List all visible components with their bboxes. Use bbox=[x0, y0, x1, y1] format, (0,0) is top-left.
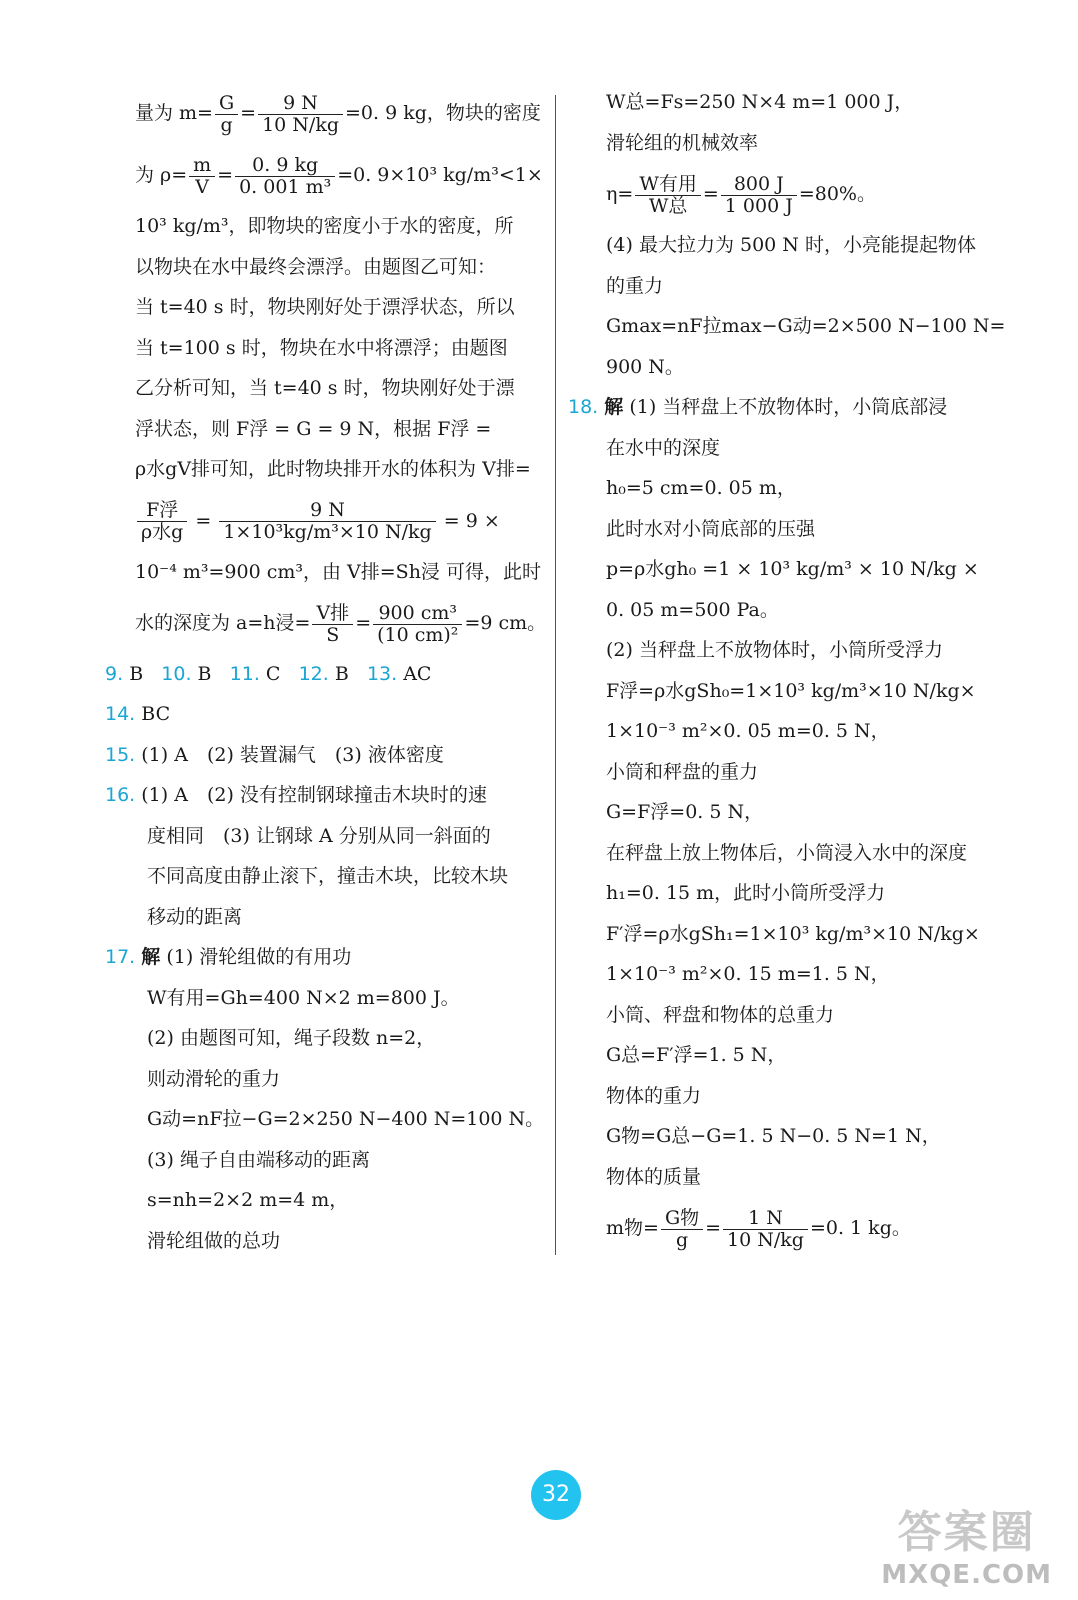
fraction bbox=[373, 603, 462, 646]
fraction bbox=[189, 155, 215, 198]
text-line: 物体的质量 bbox=[606, 1165, 702, 1188]
text-line: 在水中的深度 bbox=[606, 436, 721, 459]
text-line: 900 N。 bbox=[606, 355, 684, 378]
denominator: S bbox=[326, 623, 340, 646]
text-line: (3) 绳子自由端移动的距离 bbox=[147, 1148, 370, 1171]
left-column bbox=[105, 82, 547, 1261]
denominator: 10 N/kg bbox=[262, 113, 340, 136]
denominator: g bbox=[675, 1228, 689, 1251]
denominator: W总 bbox=[648, 194, 688, 217]
text-line: 浮状态，则 F浮 = G = 9 N，根据 F浮 = bbox=[135, 417, 492, 440]
question-number: 10. bbox=[161, 663, 192, 685]
text-line: (2) 由题图可知，绳子段数 n=2， bbox=[147, 1027, 436, 1049]
text-line: 小筒、秤盘和物体的总重力 bbox=[606, 1003, 835, 1026]
text-line: h₁=0. 15 m，此时小筒所受浮力 bbox=[606, 882, 886, 904]
answer: AC bbox=[403, 663, 432, 685]
text: =0. 1 kg。 bbox=[809, 1217, 911, 1239]
answer: (1) 滑轮组做的有用功 bbox=[166, 946, 352, 968]
numerator: W有用 bbox=[635, 174, 701, 196]
solution-label: 解 bbox=[604, 396, 624, 418]
text-line: h₀=5 cm=0. 05 m， bbox=[606, 477, 796, 499]
fraction bbox=[635, 174, 701, 217]
question-number: 16. bbox=[105, 784, 136, 806]
fraction bbox=[721, 174, 797, 217]
numerator: 1 N bbox=[723, 1208, 808, 1230]
answer: BC bbox=[141, 703, 171, 725]
text-line: 1×10⁻³ m²×0. 05 m=0. 5 N， bbox=[606, 720, 890, 742]
text-line: 此时水对小筒底部的压强 bbox=[606, 517, 816, 540]
text-line: 10³ kg/m³，即物块的密度小于水的密度，所 bbox=[135, 215, 514, 237]
text-line: G=F浮=0. 5 N， bbox=[606, 801, 764, 823]
multiple-choice-answers bbox=[105, 654, 547, 694]
answer: (1) A (2) 没有控制钢球撞击木块时的速 bbox=[141, 784, 487, 806]
denominator: 1 000 J bbox=[724, 194, 793, 217]
answer: (1) 当秤盘上不放物体时，小筒底部浸 bbox=[629, 396, 948, 418]
column-divider bbox=[555, 95, 556, 1255]
question-number: 13. bbox=[366, 663, 398, 685]
numerator: G bbox=[215, 93, 238, 115]
formula-line bbox=[135, 82, 547, 144]
numerator: 800 J bbox=[721, 174, 797, 196]
text-line: 当 t=100 s 时，物块在水中将漂浮；由题图 bbox=[135, 336, 508, 359]
text-line: 的重力 bbox=[606, 274, 664, 297]
text-line: F′浮=ρ水gSh₁=1×10³ kg/m³×10 N/kg× bbox=[606, 922, 980, 945]
text-line: 则动滑轮的重力 bbox=[147, 1067, 281, 1090]
text: =0. 9×10³ kg/m³<1× bbox=[337, 164, 543, 186]
text: =80%。 bbox=[798, 183, 876, 205]
question-number: 12. bbox=[298, 663, 329, 685]
page-number: 32 bbox=[542, 1482, 570, 1507]
formula-line: η= $\frac{\text{W有用}}{\text{W总}}$ = $\frac{800 J}{1 000 J}$ =80%。 bbox=[606, 172, 876, 217]
text-line: 乙分析可知，当 t=40 s 时，物块刚好处于漂 bbox=[135, 377, 515, 399]
text: 量为 m= bbox=[135, 102, 213, 124]
fraction bbox=[661, 1208, 703, 1251]
denominator: ρ水g bbox=[141, 521, 184, 543]
answer-18 bbox=[568, 387, 1010, 428]
text-line: (2) 当秤盘上不放物体时，小筒所受浮力 bbox=[606, 639, 943, 661]
formula-line: m物= $\frac{\text{G物}}{g}$ = $\frac{1 N}{10 N/kg}$ =0. 1 kg。 bbox=[606, 1206, 911, 1251]
fraction bbox=[219, 500, 435, 543]
text-line: 不同高度由静止滚下，撞击木块，比较木块 bbox=[147, 865, 509, 887]
denominator: 1×10³kg/m³×10 N/kg bbox=[223, 521, 432, 543]
text-line: 移动的距离 bbox=[147, 905, 243, 928]
answer: (1) A (2) 装置漏气 (3) 液体密度 bbox=[141, 743, 444, 766]
text-line: G物=G总−G=1. 5 N−0. 5 N=1 N， bbox=[606, 1125, 941, 1147]
question-number: 18. bbox=[568, 396, 599, 418]
answer: B bbox=[129, 663, 144, 685]
text: m物= bbox=[606, 1217, 659, 1239]
text-line: (4) 最大拉力为 500 N 时，小亮能提起物体 bbox=[606, 234, 976, 256]
watermark bbox=[881, 1496, 1052, 1590]
answer-15 bbox=[105, 735, 547, 776]
text-line: W总=Fs=250 N×4 m=1 000 J， bbox=[606, 91, 914, 113]
text: = bbox=[240, 102, 257, 124]
denominator: 10 N/kg bbox=[727, 1228, 804, 1251]
text: 为 ρ= bbox=[135, 164, 188, 186]
text-line: G总=F′浮=1. 5 N， bbox=[606, 1044, 787, 1066]
answer-14 bbox=[105, 694, 547, 735]
question-number: 11. bbox=[229, 663, 260, 685]
question-number: 9. bbox=[105, 663, 124, 685]
text: =9 cm。 bbox=[464, 612, 547, 634]
question-number: 15. bbox=[105, 743, 136, 766]
answer-16 bbox=[105, 775, 547, 816]
text-line: p=ρ水gh₀ =1 × 10³ kg/m³ × 10 N/kg × bbox=[606, 558, 979, 580]
denominator: 0. 001 m³ bbox=[239, 175, 332, 198]
numerator: V排 bbox=[312, 603, 353, 625]
numerator: 9 N bbox=[258, 93, 343, 115]
text-line: G动=nF拉−G=2×250 N−400 N=100 N。 bbox=[147, 1108, 545, 1130]
text: =0. 9 kg，物块的密度 bbox=[345, 102, 541, 124]
text-line: 在秤盘上放上物体后，小筒浸入水中的深度 bbox=[606, 841, 968, 864]
text-line: 物体的重力 bbox=[606, 1084, 702, 1107]
fraction bbox=[215, 93, 238, 136]
text-line: 小筒和秤盘的重力 bbox=[606, 760, 759, 783]
text-line: 以物块在水中最终会漂浮。由题图乙可知： bbox=[135, 255, 497, 278]
text-line: 0. 05 m=500 Pa。 bbox=[606, 598, 779, 621]
answer: B bbox=[197, 663, 212, 685]
text-line: s=nh=2×2 m=4 m， bbox=[147, 1189, 349, 1211]
solution-label: 解 bbox=[141, 946, 161, 968]
text: 水的深度为 a=h浸= bbox=[135, 612, 311, 634]
question-number: 14. bbox=[105, 703, 136, 725]
text-line: 当 t=40 s 时，物块刚好处于漂浮状态，所以 bbox=[135, 296, 515, 318]
numerator: m bbox=[189, 155, 215, 177]
text-line: 度相同 (3) 让钢球 A 分别从同一斜面的 bbox=[147, 824, 491, 847]
text-line: 滑轮组的机械效率 bbox=[606, 131, 759, 154]
answer: B bbox=[334, 663, 349, 685]
text-line: 滑轮组做的总功 bbox=[147, 1229, 281, 1252]
text-line: 10⁻⁴ m³=900 cm³，由 V排=Sh浸 可得，此时 bbox=[135, 560, 541, 583]
fraction bbox=[312, 603, 353, 646]
denominator: (10 cm)² bbox=[377, 623, 459, 646]
numerator: 900 cm³ bbox=[373, 603, 462, 625]
question-number: 17. bbox=[105, 946, 136, 968]
text-line: Gmax=nF拉max−G动=2×500 N−100 N= bbox=[606, 315, 1006, 337]
fraction bbox=[137, 500, 187, 543]
text-line: W有用=Gh=400 N×2 m=800 J。 bbox=[147, 986, 460, 1009]
formula-line: $\frac{\text{F浮}}{\text{ρ水g}}$ = $\frac{9 N}{\text{1×10³kg/m³×10 N/kg}}$ = 9 × bbox=[135, 490, 547, 552]
fraction bbox=[258, 93, 343, 136]
text-line: 1×10⁻³ m²×0. 15 m=1. 5 N， bbox=[606, 963, 890, 985]
denominator: V bbox=[195, 175, 210, 198]
formula-line: 水的深度为 a=h浸= $\frac{\text{V排}}{S}$ = $\frac{\text{900 cm³}}{\text{(10 cm)²}}$ =9 cm。 bbox=[135, 601, 547, 646]
text-line: ρ水gV排可知，此时物块排开水的体积为 V排= bbox=[135, 458, 531, 480]
watermark-url: MXQE.COM bbox=[881, 1560, 1052, 1590]
numerator: F浮 bbox=[137, 500, 187, 522]
answer-17 bbox=[105, 937, 547, 978]
numerator: 9 N bbox=[219, 500, 435, 522]
page-number-badge bbox=[531, 1470, 581, 1520]
formula-line: 为 ρ= $\frac{m}{V}$ = $\frac{0. 9 kg}{\text{0. 001 m³}}$ =0. 9×10³ kg/m³<1× bbox=[135, 153, 543, 198]
denominator: g bbox=[220, 113, 233, 136]
fraction bbox=[235, 155, 335, 198]
text: = 9 × bbox=[443, 509, 500, 532]
fraction bbox=[723, 1208, 808, 1251]
text-line: F浮=ρ水gSh₀=1×10³ kg/m³×10 N/kg× bbox=[606, 679, 976, 702]
answer: C bbox=[265, 663, 281, 685]
numerator: 0. 9 kg bbox=[235, 155, 335, 177]
numerator: G物 bbox=[661, 1208, 703, 1230]
right-column bbox=[568, 82, 1010, 1259]
text: η= bbox=[606, 183, 634, 205]
watermark-logo: 答案圈 bbox=[897, 1507, 1036, 1558]
